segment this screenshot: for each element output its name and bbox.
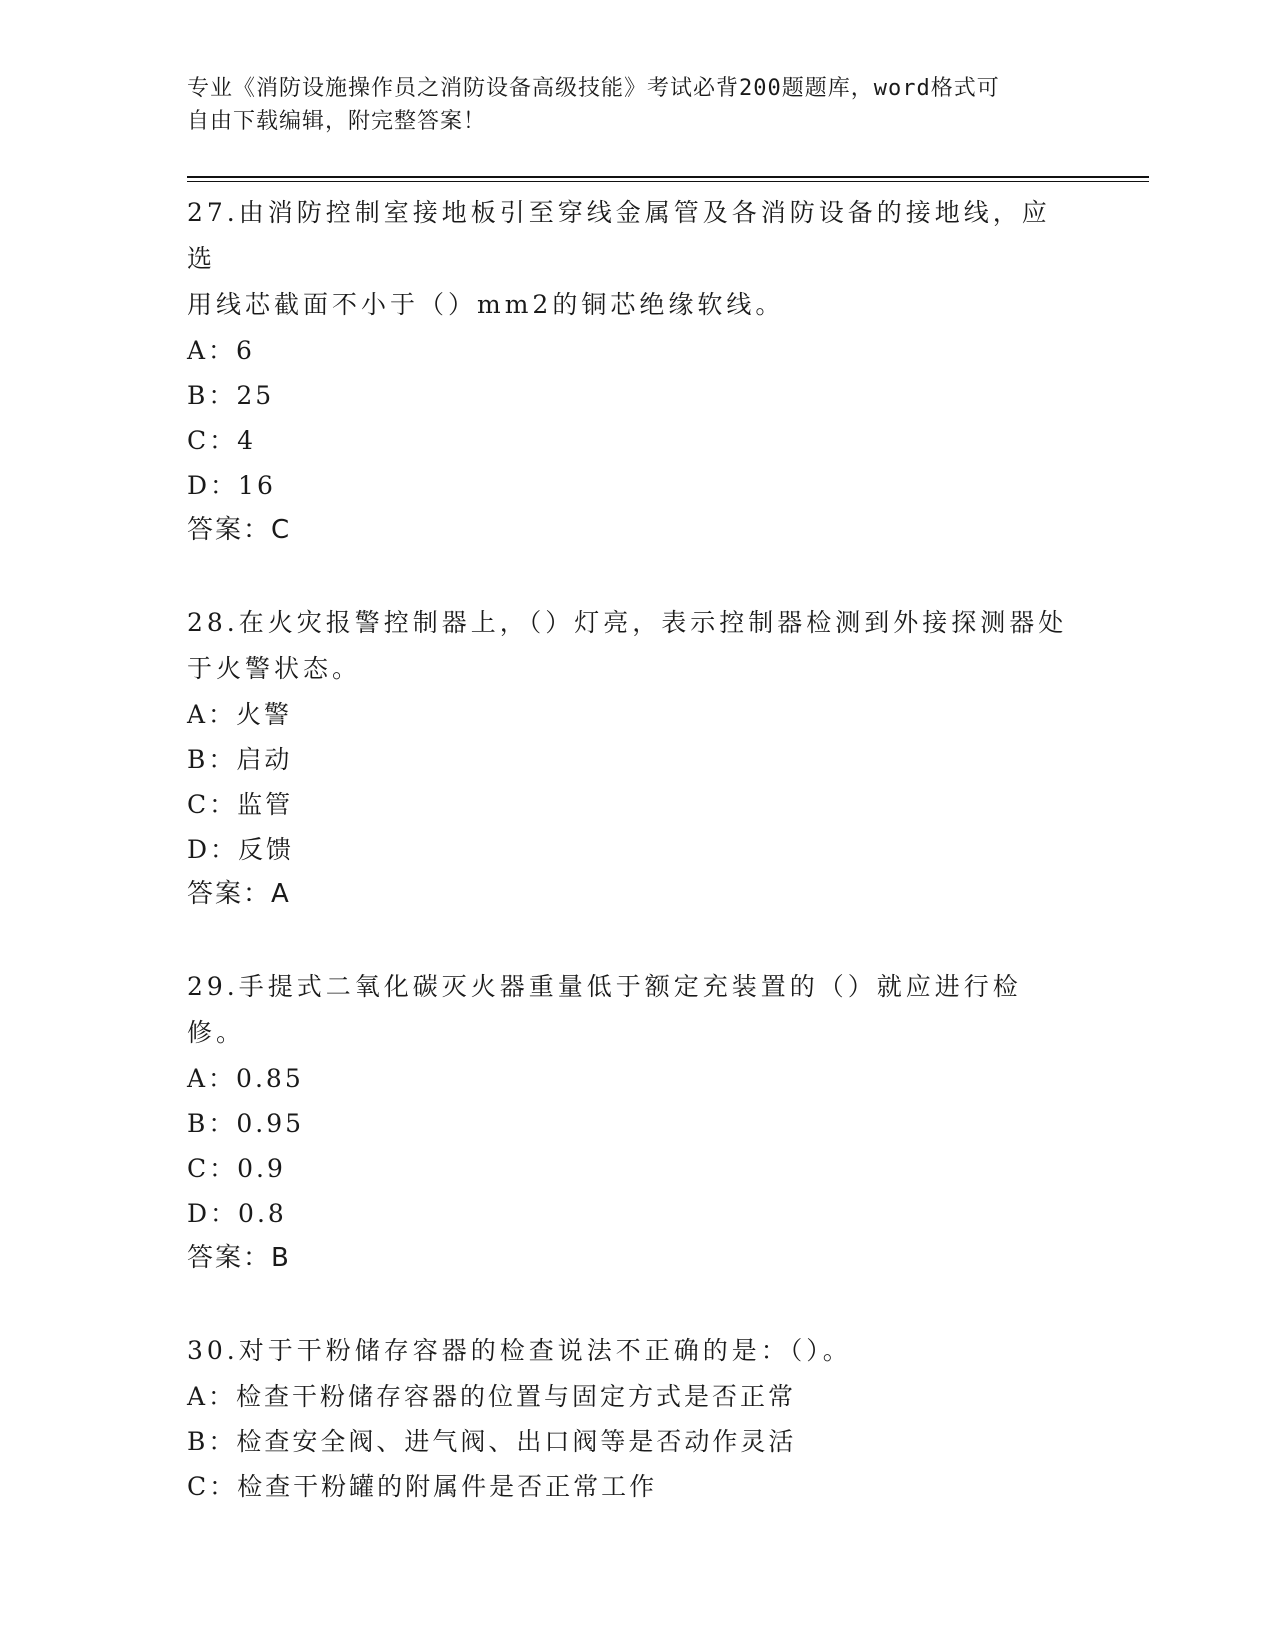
question-28 bbox=[187, 600, 1077, 916]
question-29 bbox=[187, 964, 1077, 1280]
option-c: C：0.9 bbox=[187, 1154, 286, 1183]
header-line-1: 专业《消防设施操作员之消防设备高级技能》考试必背200题题库，word格式可 bbox=[187, 76, 1000, 101]
option-a: A：检查干粉储存容器的位置与固定方式是否正常 bbox=[187, 1382, 797, 1411]
option-c: C：4 bbox=[187, 426, 257, 455]
option-b: B：检查安全阀、进气阀、出口阀等是否动作灵活 bbox=[187, 1427, 797, 1456]
document-header bbox=[187, 72, 1067, 138]
option-d: D：16 bbox=[187, 471, 276, 500]
question-text: 27.由消防控制室接地板引至穿线金属管及各消防设备的接地线，应选 bbox=[187, 198, 1051, 273]
option-c: C：监管 bbox=[187, 790, 294, 819]
answer: 答案：A bbox=[187, 879, 291, 909]
option-b: B：25 bbox=[187, 381, 275, 410]
option-d: D：反馈 bbox=[187, 835, 295, 864]
option-c: C：检查干粉罐的附属件是否正常工作 bbox=[187, 1472, 658, 1501]
question-text: 28.在火灾报警控制器上，（）灯亮，表示控制器检测到外接探测器处 bbox=[187, 608, 1068, 637]
question-list bbox=[187, 190, 1077, 1557]
option-d: D：0.8 bbox=[187, 1199, 287, 1228]
header-line-2: 自由下载编辑，附完整答案！ bbox=[187, 109, 487, 134]
question-text: 30.对于干粉储存容器的检查说法不正确的是：（）。 bbox=[187, 1336, 852, 1365]
header-divider bbox=[187, 176, 1149, 182]
option-b: B：0.95 bbox=[187, 1109, 305, 1138]
option-b: B：启动 bbox=[187, 745, 293, 774]
question-30 bbox=[187, 1328, 1077, 1509]
question-27 bbox=[187, 190, 1077, 552]
option-a: A：火警 bbox=[187, 700, 293, 729]
question-text-continued: 用线芯截面不小于（）mm2的铜芯绝缘软线。 bbox=[187, 290, 785, 319]
option-a: A：6 bbox=[187, 336, 255, 365]
question-text-continued: 于火警状态。 bbox=[187, 654, 362, 683]
answer: 答案：C bbox=[187, 515, 292, 545]
option-a: A：0.85 bbox=[187, 1064, 304, 1093]
answer: 答案：B bbox=[187, 1243, 291, 1273]
question-text: 29.手提式二氧化碳灭火器重量低于额定充装置的（）就应进行检修。 bbox=[187, 972, 1022, 1047]
